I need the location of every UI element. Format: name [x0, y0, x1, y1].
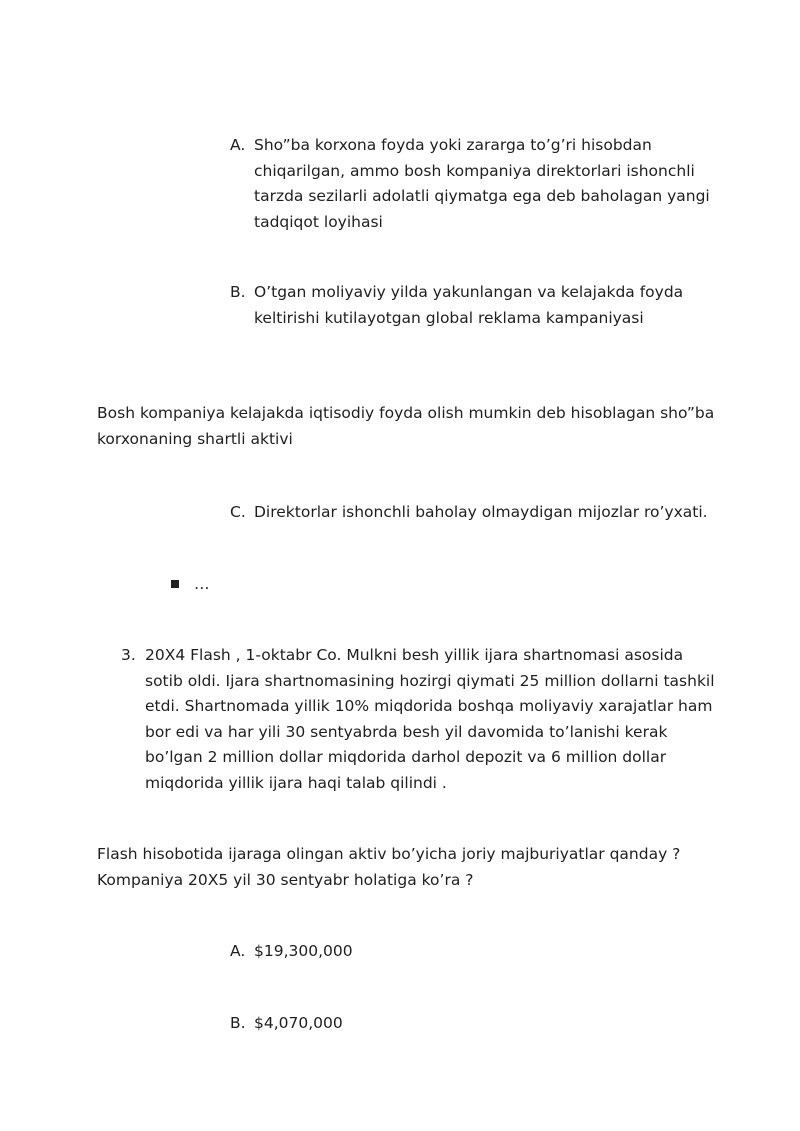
option-marker: A. [230, 136, 246, 154]
option-text-line: chiqarilgan, ammo bosh kompaniya direktorlari ishonchli [254, 161, 695, 180]
option-text: Direktorlar ishonchli baholay olmaydigan mijozlar ro’yxati. [254, 503, 708, 521]
paragraph-line: Bosh kompaniya kelajakda iqtisodiy foyda olish mumkin deb hisoblagan sho”ba [97, 404, 715, 422]
question-line: etdi. Shartnomada yillik 10% miqdorida boshqa moliyaviy xarajatlar ham [145, 697, 713, 715]
option-marker: B. [230, 283, 246, 301]
option-text-line: tarzda sezilarli adolatli qiymatga ega deb baholagan yangi [254, 187, 710, 205]
square-bullet-icon [171, 580, 179, 588]
paragraph [97, 401, 757, 452]
option-text-line: O’tgan moliyaviy yilda yakunlangan va kelajakda foyda [254, 283, 684, 301]
paragraph-line: Kompaniya 20X5 yil 30 sentyabr holatiga ko’ra ? [97, 870, 474, 889]
option-text-line: keltirishi kutilayotgan global reklama kampaniyasi [254, 308, 644, 327]
question-line: miqdorida yillik ijara haqi talab qilindi . [145, 773, 447, 792]
option-marker: B. [230, 1014, 246, 1032]
question-line: bo’lgan 2 million dollar miqdorida darhol depozit va 6 million dollar [145, 748, 667, 766]
option-text-line: Sho”ba korxona foyda yoki zararga to’g’ri hisobdan [254, 136, 652, 154]
question-line: bor edi va har yili 30 sentyabrda besh yil davomida to’lanishi kerak [145, 722, 668, 741]
paragraph [97, 842, 757, 893]
option-marker: A. [230, 942, 246, 960]
bullet-text: … [194, 575, 210, 593]
paragraph-line: korxonaning shartli aktivi [97, 429, 293, 448]
option-text: $4,070,000 [254, 1014, 343, 1032]
paragraph-line: Flash hisobotida ijaraga olingan aktiv bo’yicha joriy majburiyatlar qanday ? [97, 845, 681, 863]
option-marker: C. [230, 503, 246, 521]
question-line: sotib oldi. Ijara shartnomasining hozirgi qiymati 25 million dollarni tashkil [145, 671, 715, 690]
option-text: $19,300,000 [254, 942, 353, 960]
question-line: 20X4 Flash , 1-oktabr Co. Mulkni besh yillik ijara shartnomasi asosida [145, 646, 684, 664]
option-text-line: tadqiqot loyihasi [254, 212, 383, 231]
question-number: 3. [121, 646, 136, 664]
